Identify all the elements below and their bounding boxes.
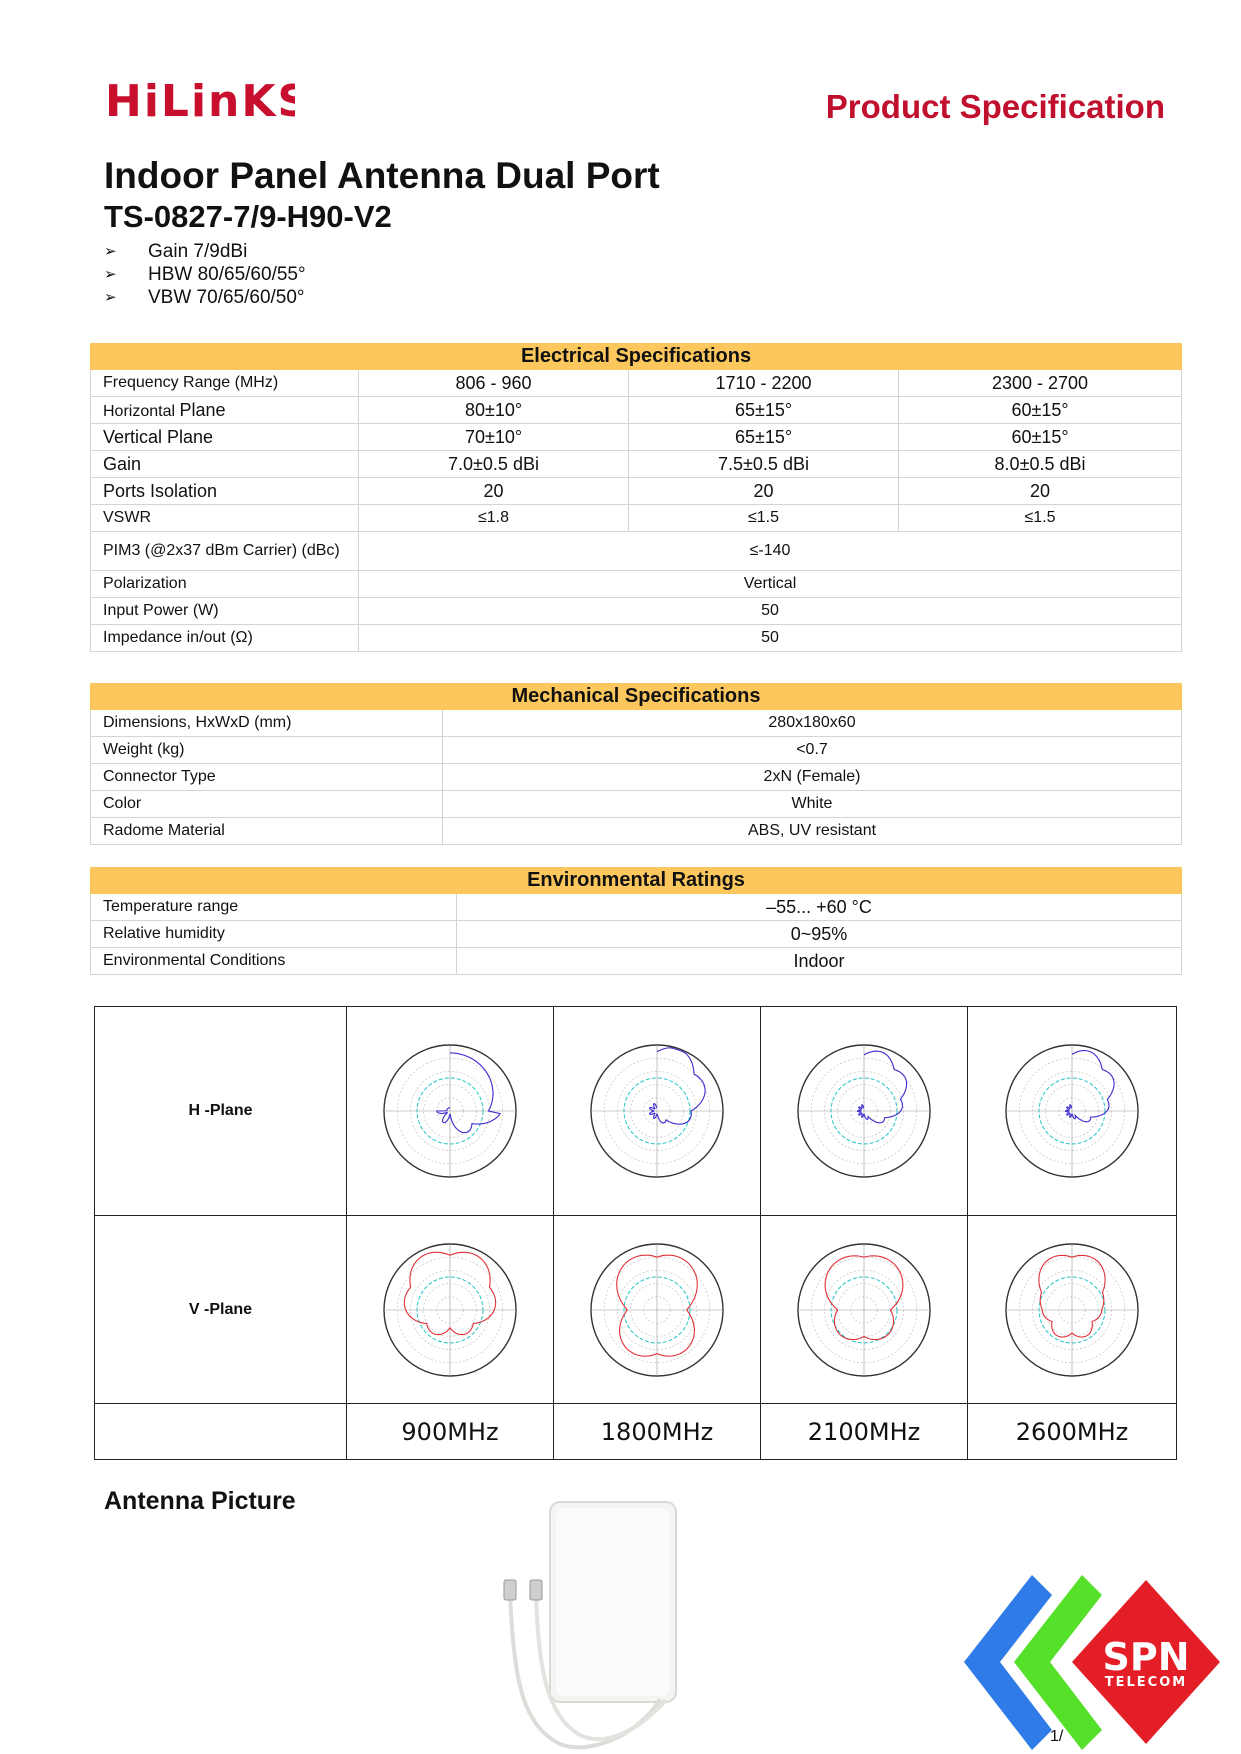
- freq-label: 1800MHz: [554, 1404, 761, 1460]
- arrow-bullet-icon: ➢: [104, 289, 117, 306]
- table-row: PIM3 (@2x37 dBm Carrier) (dBc) ≤-140: [91, 532, 1182, 571]
- pattern-cell: [347, 1007, 554, 1216]
- feature-item: ➢ HBW 80/65/60/55°: [104, 264, 306, 285]
- table-row: Color White: [91, 791, 1182, 818]
- v-plane-label: V -Plane: [95, 1216, 347, 1404]
- pattern-cell: [554, 1216, 761, 1404]
- h-plane-pattern-900: [370, 1031, 530, 1191]
- pattern-cell: [554, 1007, 761, 1216]
- electrical-spec-table: [90, 343, 1182, 652]
- table-row: Horizontal Plane 80±10° 65±15° 60±15°: [91, 397, 1182, 424]
- v-plane-pattern-2600: [992, 1230, 1152, 1390]
- product-title: Indoor Panel Antenna Dual Port: [104, 155, 660, 196]
- table-heading: Environmental Ratings: [91, 868, 1182, 894]
- arrow-bullet-icon: ➢: [104, 243, 117, 260]
- mechanical-spec-table: [90, 683, 1182, 845]
- table-heading: Electrical Specifications: [91, 344, 1182, 370]
- pattern-cell: [761, 1007, 968, 1216]
- freq-label: 2600MHz: [968, 1404, 1177, 1460]
- hilinks-logo: [105, 80, 295, 127]
- feature-item: ➢ VBW 70/65/60/50°: [104, 287, 305, 308]
- feature-item: ➢ Gain 7/9dBi: [104, 241, 248, 262]
- spn-brand-text: SPN: [1102, 1635, 1190, 1679]
- pattern-cell: [761, 1216, 968, 1404]
- table-row: VSWR ≤1.8 ≤1.5 ≤1.5: [91, 505, 1182, 532]
- radiation-pattern-table: [94, 1006, 1177, 1460]
- table-heading: Mechanical Specifications: [91, 684, 1182, 710]
- hilinks-logo-mark: [105, 80, 295, 120]
- h-plane-label: H -Plane: [95, 1007, 347, 1216]
- radiation-pattern-trace: [437, 1053, 500, 1133]
- table-row: Connector Type 2xN (Female): [91, 764, 1182, 791]
- freq-label: 2100MHz: [761, 1404, 968, 1460]
- h-plane-pattern-2600: [992, 1031, 1152, 1191]
- table-row: Vertical Plane 70±10° 65±15° 60±15°: [91, 424, 1182, 451]
- feature-list: [104, 240, 306, 309]
- table-row: Dimensions, HxWxD (mm) 280x180x60: [91, 710, 1182, 737]
- frequency-row: [95, 1404, 1177, 1460]
- v-plane-row: [95, 1216, 1177, 1404]
- table-row: Environmental Conditions Indoor: [91, 948, 1182, 975]
- table-row: Impedance in/out (Ω) 50: [91, 625, 1182, 652]
- pattern-cell: [968, 1007, 1177, 1216]
- h-plane-pattern-1800: [577, 1031, 737, 1191]
- pattern-cell: [968, 1216, 1177, 1404]
- arrow-bullet-icon: ➢: [104, 266, 117, 283]
- v-plane-pattern-900: [370, 1230, 530, 1390]
- spn-sub-text: TELECOM: [1104, 1675, 1188, 1690]
- environmental-ratings-table: [90, 867, 1182, 975]
- table-row: Temperature range –55... +60 °C: [91, 894, 1182, 921]
- table-row: Relative humidity 0~95%: [91, 921, 1182, 948]
- product-model: TS-0827-7/9-H90-V2: [104, 199, 392, 234]
- table-row: Frequency Range (MHz) 806 - 960 1710 - 2200 2300 - 2700: [91, 370, 1182, 397]
- table-row: Ports Isolation 20 20 20: [91, 478, 1182, 505]
- radiation-pattern-trace: [857, 1051, 906, 1123]
- document-type: Product Specification: [825, 88, 1165, 125]
- h-plane-pattern-2100: [784, 1031, 944, 1191]
- table-row: Polarization Vertical: [91, 571, 1182, 598]
- antenna-picture-title: Antenna Picture: [104, 1487, 296, 1515]
- table-row: Radome Material ABS, UV resistant: [91, 818, 1182, 845]
- table-row: Weight (kg) <0.7: [91, 737, 1182, 764]
- v-plane-pattern-2100: [784, 1230, 944, 1390]
- pattern-cell: [347, 1216, 554, 1404]
- table-row: Input Power (W) 50: [91, 598, 1182, 625]
- h-plane-row: [95, 1007, 1177, 1216]
- table-row: Gain 7.0±0.5 dBi 7.5±0.5 dBi 8.0±0.5 dBi: [91, 451, 1182, 478]
- v-plane-pattern-1800: [577, 1230, 737, 1390]
- antenna-photo: [490, 1494, 690, 1754]
- spn-telecom-logo: [960, 1570, 1240, 1754]
- page-number: 1/: [1050, 1728, 1064, 1745]
- svg-text:HiLinKS: HiLinKS: [105, 80, 295, 120]
- freq-label: 900MHz: [347, 1404, 554, 1460]
